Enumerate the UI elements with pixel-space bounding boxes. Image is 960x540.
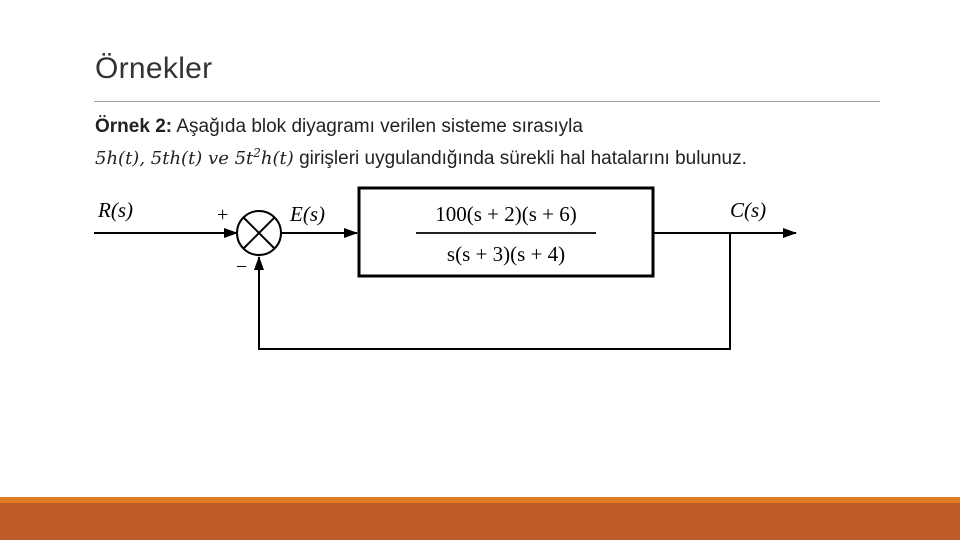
input-functions-b: h(t) xyxy=(260,148,294,169)
output-label: C(s) xyxy=(730,198,767,222)
tf-denominator: s(s + 3)(s + 4) xyxy=(446,242,566,266)
problem-text-2: girişleri uygulandığında sürekli hal hatalarını bulunuz. xyxy=(293,148,747,169)
slide-title: Örnekler xyxy=(95,52,213,85)
footer-band xyxy=(0,503,960,540)
input-label: R(s) xyxy=(98,198,133,222)
minus-sign: − xyxy=(236,256,248,278)
summing-junction xyxy=(237,211,281,255)
problem-text-1: Aşağıda blok diyagramı verilen sisteme sırasıyla xyxy=(172,116,583,137)
plus-sign: + xyxy=(217,204,229,226)
input-functions-exponent: 2 xyxy=(253,146,261,160)
input-functions-a: 5h(t), 5th(t) ve 5t xyxy=(95,148,254,169)
tf-numerator: 100(s + 2)(s + 6) xyxy=(435,202,577,226)
error-label: E(s) xyxy=(290,202,325,226)
example-label: Örnek 2: xyxy=(95,116,173,137)
